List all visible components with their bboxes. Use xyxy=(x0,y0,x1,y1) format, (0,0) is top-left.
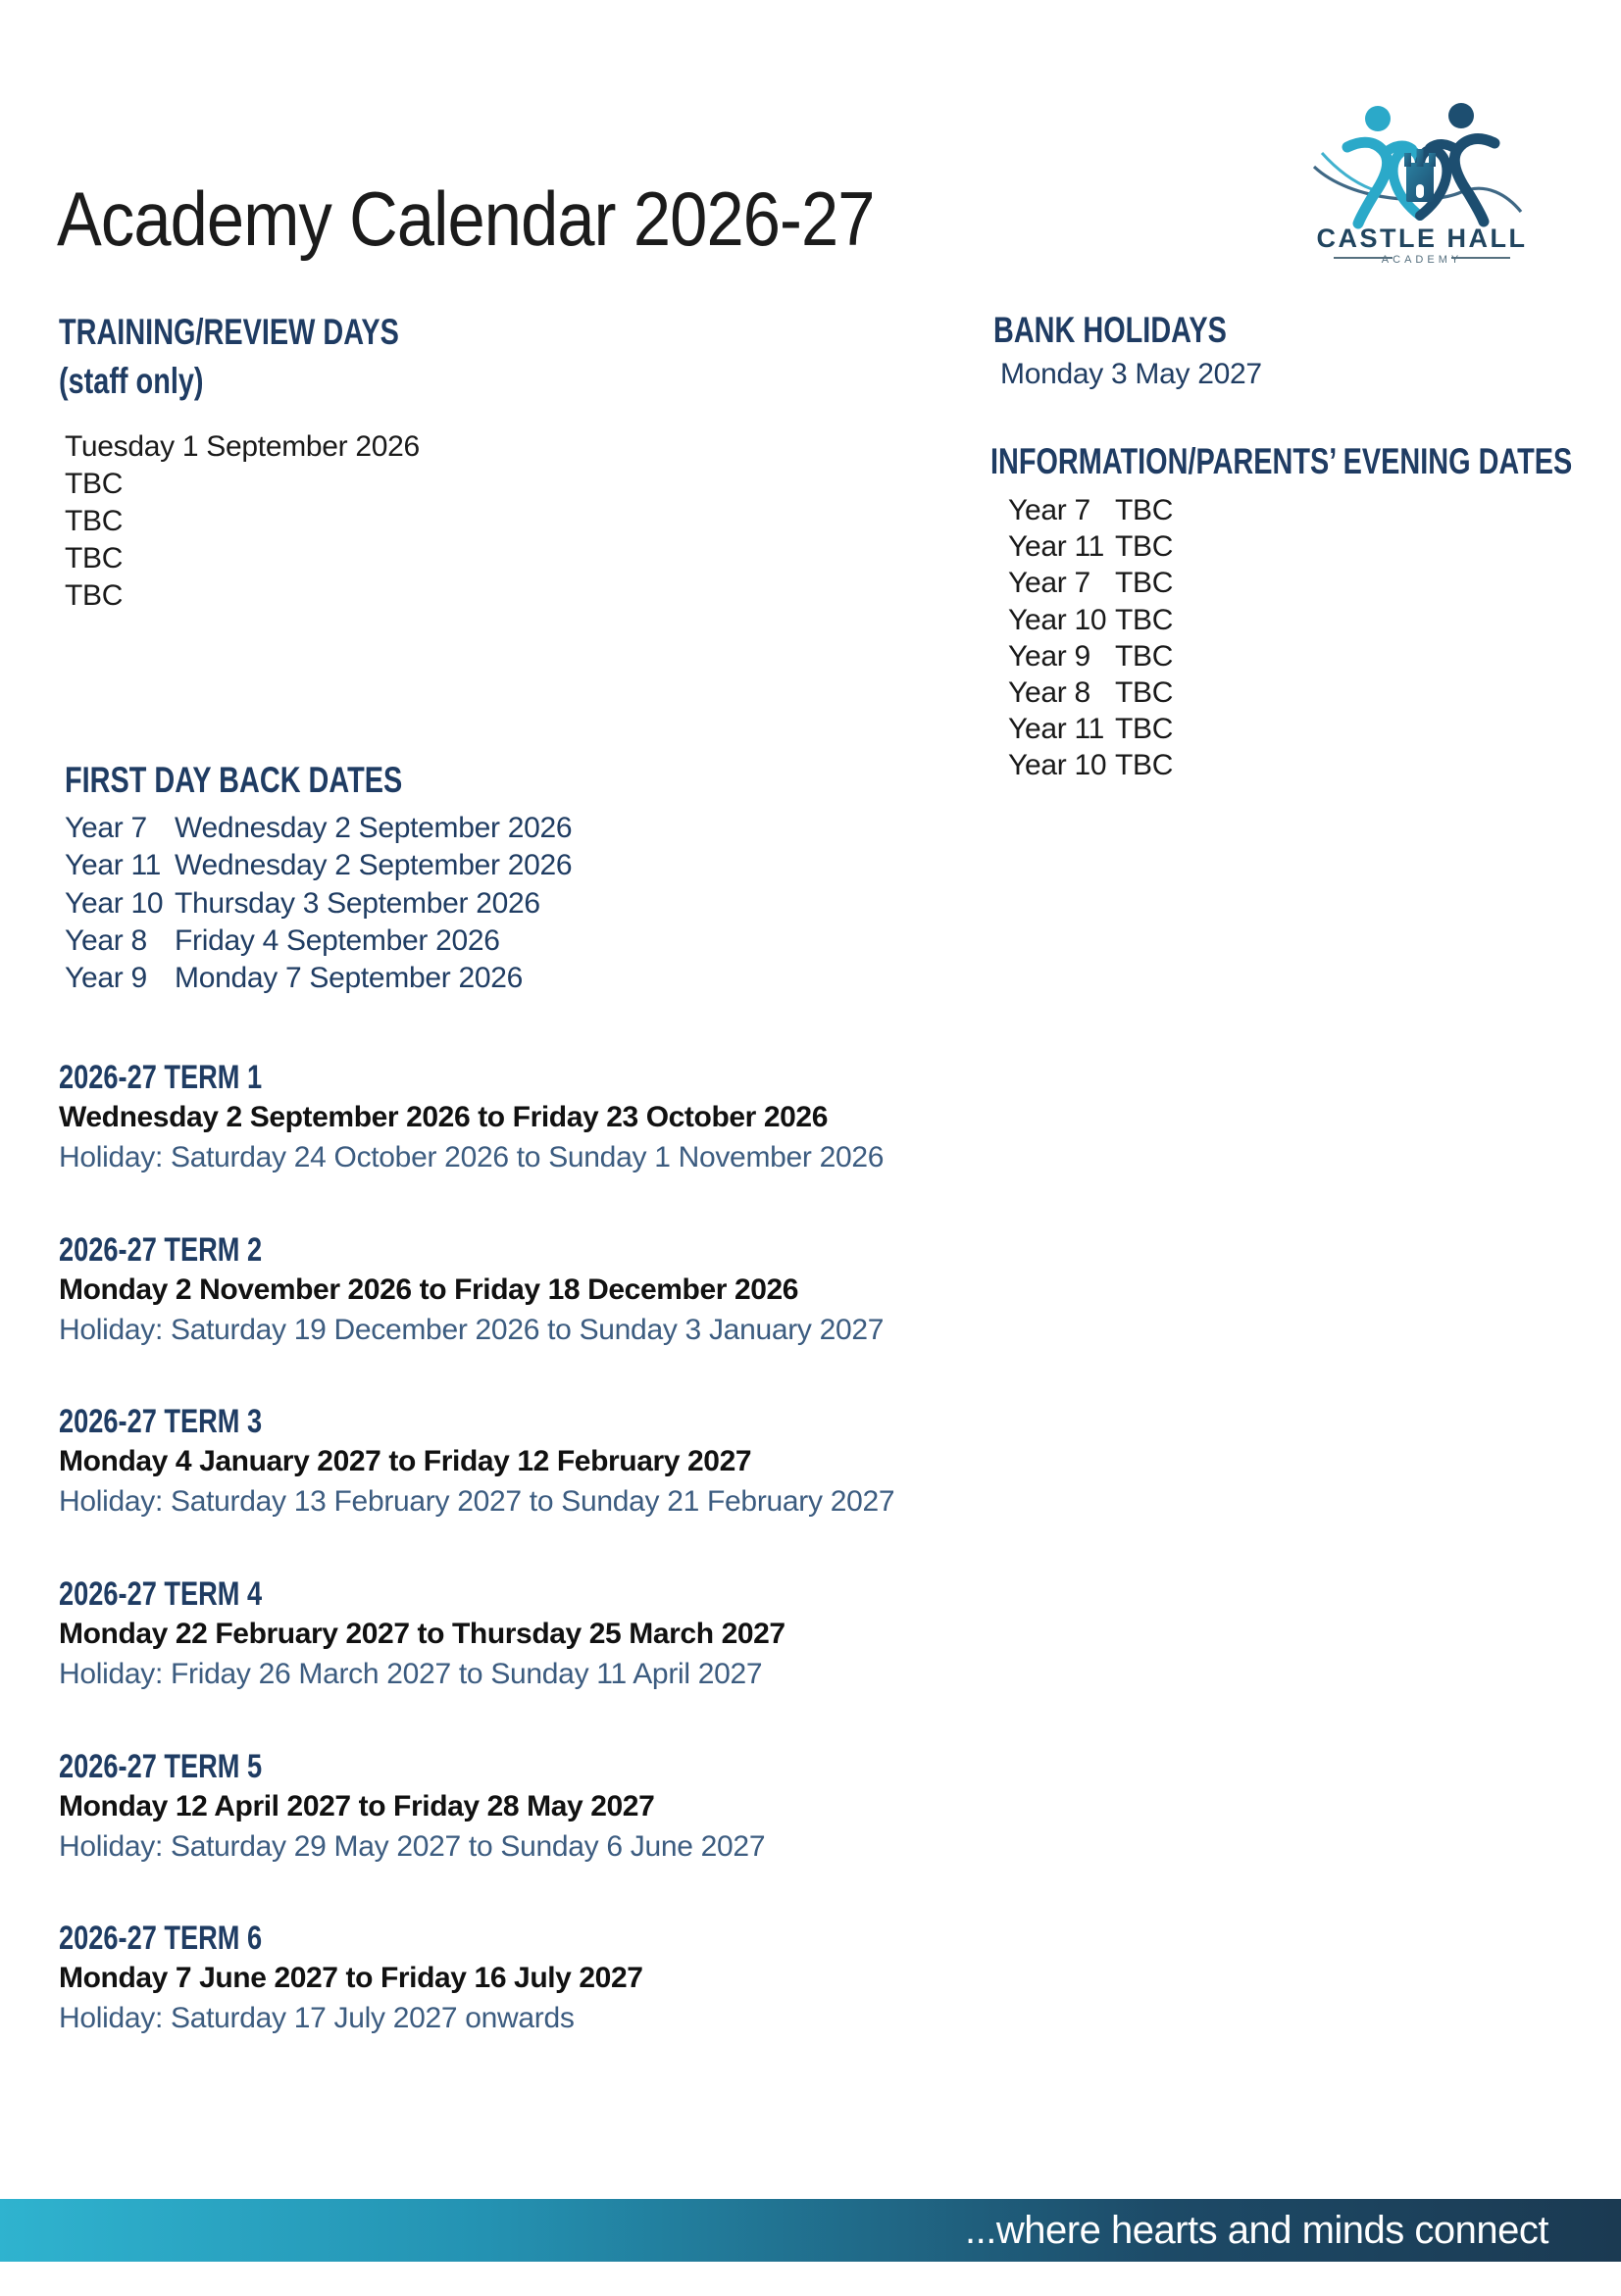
bank-holiday-date: Monday 3 May 2027 xyxy=(1000,358,1262,391)
first-day-back-row xyxy=(65,885,572,923)
training-review-days-list xyxy=(65,428,420,615)
year-group-label: Year 10 xyxy=(65,886,164,920)
term-heading: 2026-27 TERM 1 xyxy=(59,1059,263,1096)
term-holiday: Holiday: Saturday 13 February 2027 to Sunday 21 February 2027 xyxy=(59,1485,895,1519)
year-group-label: Year 11 xyxy=(1008,713,1104,746)
term-holiday: Holiday: Saturday 17 July 2027 onwards xyxy=(59,2002,575,2035)
term-block xyxy=(59,1230,1020,1406)
first-day-back-row xyxy=(65,847,572,884)
parents-evening-row xyxy=(1008,528,1173,565)
term-dates: Monday 4 January 2027 to Friday 12 February 2027 xyxy=(59,1445,752,1478)
year-group-label: Year 8 xyxy=(1008,676,1090,710)
parents-evening-date: TBC xyxy=(1115,530,1174,564)
first-day-back-date: Wednesday 2 September 2026 xyxy=(175,812,573,844)
logo-figures-heart-castle-icon xyxy=(1312,102,1533,269)
year-group-label: Year 9 xyxy=(1008,639,1090,673)
term-holiday: Holiday: Saturday 19 December 2026 to Sunday 3 January 2027 xyxy=(59,1313,885,1346)
parents-evening-section xyxy=(990,440,1621,483)
training-day-item: TBC xyxy=(65,579,124,612)
first-day-back-row xyxy=(65,810,572,847)
parents-evening-row xyxy=(1008,747,1173,783)
staff-only-subheading: (staff only) xyxy=(59,361,204,402)
first-day-back-date: Monday 7 September 2026 xyxy=(175,962,524,995)
first-day-back-row xyxy=(65,923,572,960)
first-day-back-heading: FIRST DAY BACK DATES xyxy=(65,760,403,800)
parents-evening-row xyxy=(1008,602,1173,638)
term-holiday: Holiday: Saturday 29 May 2027 to Sunday 6 June 2027 xyxy=(59,1829,766,1863)
first-day-back-row xyxy=(65,960,572,997)
term-dates: Monday 12 April 2027 to Friday 28 May 2027 xyxy=(59,1789,655,1822)
parents-evening-date: TBC xyxy=(1115,603,1174,636)
page-title: Academy Calendar 2026-27 xyxy=(57,175,875,262)
first-day-back-section xyxy=(65,759,497,802)
term-holiday: Holiday: Friday 26 March 2027 to Sunday 11 April 2027 xyxy=(59,1658,763,1691)
year-group-label: Year 7 xyxy=(1008,494,1090,526)
svg-text:ACADEMY: ACADEMY xyxy=(1381,254,1463,266)
term-heading: 2026-27 TERM 4 xyxy=(59,1575,263,1614)
year-group-label: Year 10 xyxy=(1008,603,1107,636)
year-group-label: Year 11 xyxy=(1008,530,1104,564)
year-group-label: Year 11 xyxy=(65,849,161,882)
parents-evening-date: TBC xyxy=(1115,494,1174,526)
bank-holidays-section xyxy=(993,309,1292,391)
first-day-back-date: Friday 4 September 2026 xyxy=(175,923,500,957)
term-dates: Monday 22 February 2027 to Thursday 25 March 2027 xyxy=(59,1618,785,1651)
parents-evening-row xyxy=(1008,674,1173,711)
training-review-days-section xyxy=(59,311,495,404)
term-heading: 2026-27 TERM 2 xyxy=(59,1230,263,1269)
parents-evening-date: TBC xyxy=(1115,567,1174,600)
parents-evening-date: TBC xyxy=(1115,749,1174,782)
term-block xyxy=(59,1061,1020,1233)
footer-tagline: ...where hearts and minds connect xyxy=(965,2208,1548,2252)
parents-evening-list xyxy=(1008,492,1173,784)
term-heading: 2026-27 TERM 6 xyxy=(59,1920,263,1958)
parents-evening-row xyxy=(1008,638,1173,674)
parents-evening-heading: INFORMATION/PARENTS’ EVENING DATES xyxy=(990,441,1573,481)
term-block xyxy=(59,1747,1020,1922)
first-day-back-date: Wednesday 2 September 2026 xyxy=(175,849,573,882)
training-day-item: Tuesday 1 September 2026 xyxy=(65,430,420,463)
terms-section xyxy=(59,1061,1020,2094)
term-holiday: Holiday: Saturday 24 October 2026 to Sunday 1 November 2026 xyxy=(59,1141,885,1173)
term-dates: Monday 2 November 2026 to Friday 18 December 2026 xyxy=(59,1273,799,1306)
term-dates: Monday 7 June 2027 to Friday 16 July 2027 xyxy=(59,1962,643,1995)
training-day-item: TBC xyxy=(65,542,124,574)
first-day-back-list xyxy=(65,810,572,997)
term-block xyxy=(59,1405,1020,1577)
training-day-item: TBC xyxy=(65,505,124,537)
year-group-label: Year 7 xyxy=(1008,567,1090,600)
parents-evening-row xyxy=(1008,492,1173,528)
footer-banner xyxy=(0,2199,1621,2262)
bank-holidays-heading: BANK HOLIDAYS xyxy=(993,310,1227,350)
term-heading: 2026-27 TERM 3 xyxy=(59,1403,263,1441)
term-dates: Wednesday 2 September 2026 to Friday 23 October 2026 xyxy=(59,1101,829,1133)
parents-evening-date: TBC xyxy=(1115,676,1174,710)
parents-evening-date: TBC xyxy=(1115,639,1174,673)
parents-evening-date: TBC xyxy=(1115,713,1174,746)
term-block xyxy=(59,1577,1020,1750)
svg-text:CASTLE HALL: CASTLE HALL xyxy=(1316,224,1528,253)
year-group-label: Year 10 xyxy=(1008,749,1107,782)
term-heading: 2026-27 TERM 5 xyxy=(59,1747,263,1785)
term-block xyxy=(59,1922,1020,2094)
parents-evening-row xyxy=(1008,565,1173,601)
parents-evening-row xyxy=(1008,711,1173,747)
year-group-label: Year 8 xyxy=(65,923,147,957)
first-day-back-date: Thursday 3 September 2026 xyxy=(175,886,540,920)
training-day-item: TBC xyxy=(65,468,124,500)
year-group-label: Year 7 xyxy=(65,812,147,844)
castle-hall-academy-logo xyxy=(1312,102,1533,269)
training-review-days-heading: TRAINING/REVIEW DAYS xyxy=(59,312,399,352)
year-group-label: Year 9 xyxy=(65,962,147,995)
